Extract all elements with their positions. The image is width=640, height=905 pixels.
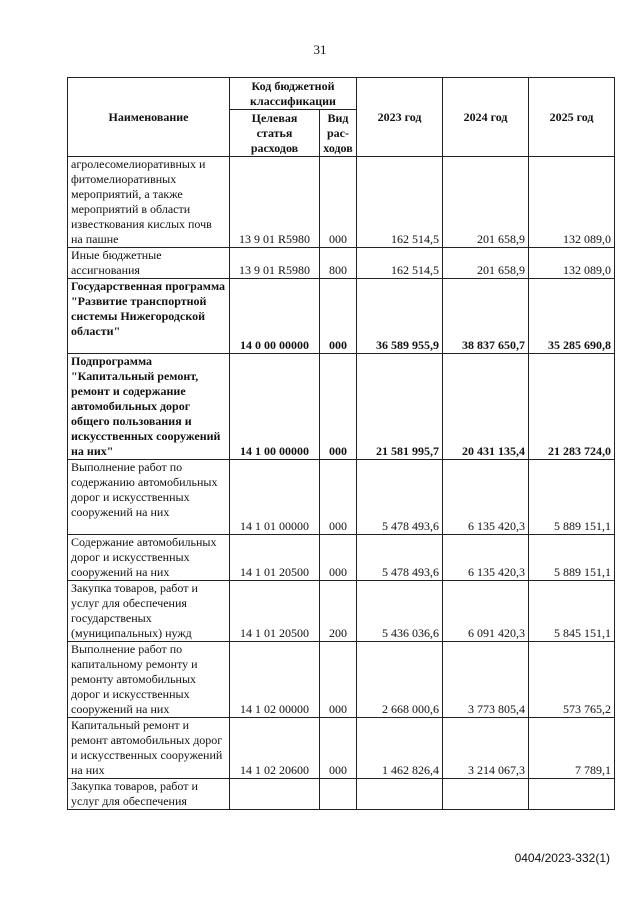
table-row (68, 279, 615, 354)
table-row (68, 354, 615, 460)
row-name: Выполнение работ по содержанию автомобильных дорог и искусственных сооружений на них (68, 460, 230, 535)
row-value-2024: 201 658,9 (443, 157, 529, 248)
row-value-2025: 5 889 151,1 (529, 535, 615, 581)
row-value-2025: 573 765,2 (529, 642, 615, 718)
row-target-code: 14 1 00 00000 (230, 354, 320, 460)
row-value-2024: 201 658,9 (443, 248, 529, 279)
row-expense-kind: 000 (320, 642, 357, 718)
row-name: Закупка товаров, работ и услуг для обеспечения государственых (муниципальных) нужд (68, 581, 230, 642)
row-value-2023: 21 581 995,7 (357, 354, 443, 460)
row-value-2025: 7 789,1 (529, 718, 615, 779)
table-body (68, 157, 615, 810)
row-expense-kind: 200 (320, 581, 357, 642)
table-row (68, 535, 615, 581)
row-expense-kind: 000 (320, 718, 357, 779)
budget-table (67, 77, 615, 810)
row-value-2023: 2 668 000,6 (357, 642, 443, 718)
row-name: Иные бюджетные ассигнования (68, 248, 230, 279)
row-expense-kind: 000 (320, 460, 357, 535)
row-expense-kind: 000 (320, 279, 357, 354)
row-value-2025: 35 285 690,8 (529, 279, 615, 354)
row-target-code: 14 1 01 20500 (230, 535, 320, 581)
row-name: Капитальный ремонт и ремонт автомобильных дорог и искусственных сооружений на них (68, 718, 230, 779)
row-value-2023: 5 436 036,6 (357, 581, 443, 642)
row-name: Выполнение работ по капитальному ремонту и ремонту автомобильных дорог и искусственных сооружений на них (68, 642, 230, 718)
row-value-2023: 1 462 826,4 (357, 718, 443, 779)
table-row (68, 157, 615, 248)
row-target-code: 14 1 02 20600 (230, 718, 320, 779)
table-row (68, 248, 615, 279)
row-target-code (230, 779, 320, 810)
row-name: Закупка товаров, работ и услуг для обеспечения (68, 779, 230, 810)
header-2025: 2025 год (529, 78, 615, 157)
document-code: 0404/2023-332(1) (514, 851, 610, 865)
row-value-2025 (529, 779, 615, 810)
row-value-2025: 21 283 724,0 (529, 354, 615, 460)
row-expense-kind: 800 (320, 248, 357, 279)
row-value-2023 (357, 779, 443, 810)
row-value-2023: 162 514,5 (357, 248, 443, 279)
row-expense-kind: 000 (320, 354, 357, 460)
row-value-2024: 6 091 420,3 (443, 581, 529, 642)
row-value-2023: 162 514,5 (357, 157, 443, 248)
row-value-2023: 5 478 493,6 (357, 460, 443, 535)
row-value-2023: 5 478 493,6 (357, 535, 443, 581)
row-name: Содержание автомобильных дорог и искусственных сооружений на них (68, 535, 230, 581)
table-row (68, 779, 615, 810)
row-value-2024: 38 837 650,7 (443, 279, 529, 354)
row-expense-kind: 000 (320, 535, 357, 581)
row-value-2025: 132 089,0 (529, 157, 615, 248)
row-target-code: 14 1 02 00000 (230, 642, 320, 718)
row-name: агролесомелиоративных и фитомелиоративных мероприятий, а также мероприятий в области известкования кислых почв на пашне (68, 157, 230, 248)
page-number: 31 (313, 42, 327, 57)
table-row (68, 581, 615, 642)
row-target-code: 14 1 01 20500 (230, 581, 320, 642)
row-value-2024: 6 135 420,3 (443, 535, 529, 581)
header-2024: 2024 год (443, 78, 529, 157)
row-value-2024 (443, 779, 529, 810)
header-target: Целевая статья расходов (230, 110, 320, 157)
header-name: Наименование (68, 78, 230, 157)
table-row (68, 460, 615, 535)
table-row (68, 642, 615, 718)
row-value-2024: 20 431 135,4 (443, 354, 529, 460)
row-value-2025: 5 889 151,1 (529, 460, 615, 535)
table-row (68, 718, 615, 779)
row-name: Подпрограмма "Капитальный ремонт, ремонт и содержание автомобильных дорог общего пользования и искусственных сооружений на них" (68, 354, 230, 460)
header-code-group: Код бюджетной классификации (230, 78, 357, 110)
row-value-2024: 3 773 805,4 (443, 642, 529, 718)
row-target-code: 13 9 01 R5980 (230, 248, 320, 279)
row-value-2023: 36 589 955,9 (357, 279, 443, 354)
header-2023: 2023 год (357, 78, 443, 157)
row-value-2024: 6 135 420,3 (443, 460, 529, 535)
row-value-2024: 3 214 067,3 (443, 718, 529, 779)
row-expense-kind (320, 779, 357, 810)
row-target-code: 14 0 00 00000 (230, 279, 320, 354)
row-expense-kind: 000 (320, 157, 357, 248)
row-target-code: 14 1 01 00000 (230, 460, 320, 535)
header-kind: Вид рас- ходов (320, 110, 357, 157)
header-row-1 (68, 78, 615, 110)
row-value-2025: 132 089,0 (529, 248, 615, 279)
row-target-code: 13 9 01 R5980 (230, 157, 320, 248)
row-name: Государственная программа "Развитие транспортной системы Нижегородской области" (68, 279, 230, 354)
row-value-2025: 5 845 151,1 (529, 581, 615, 642)
